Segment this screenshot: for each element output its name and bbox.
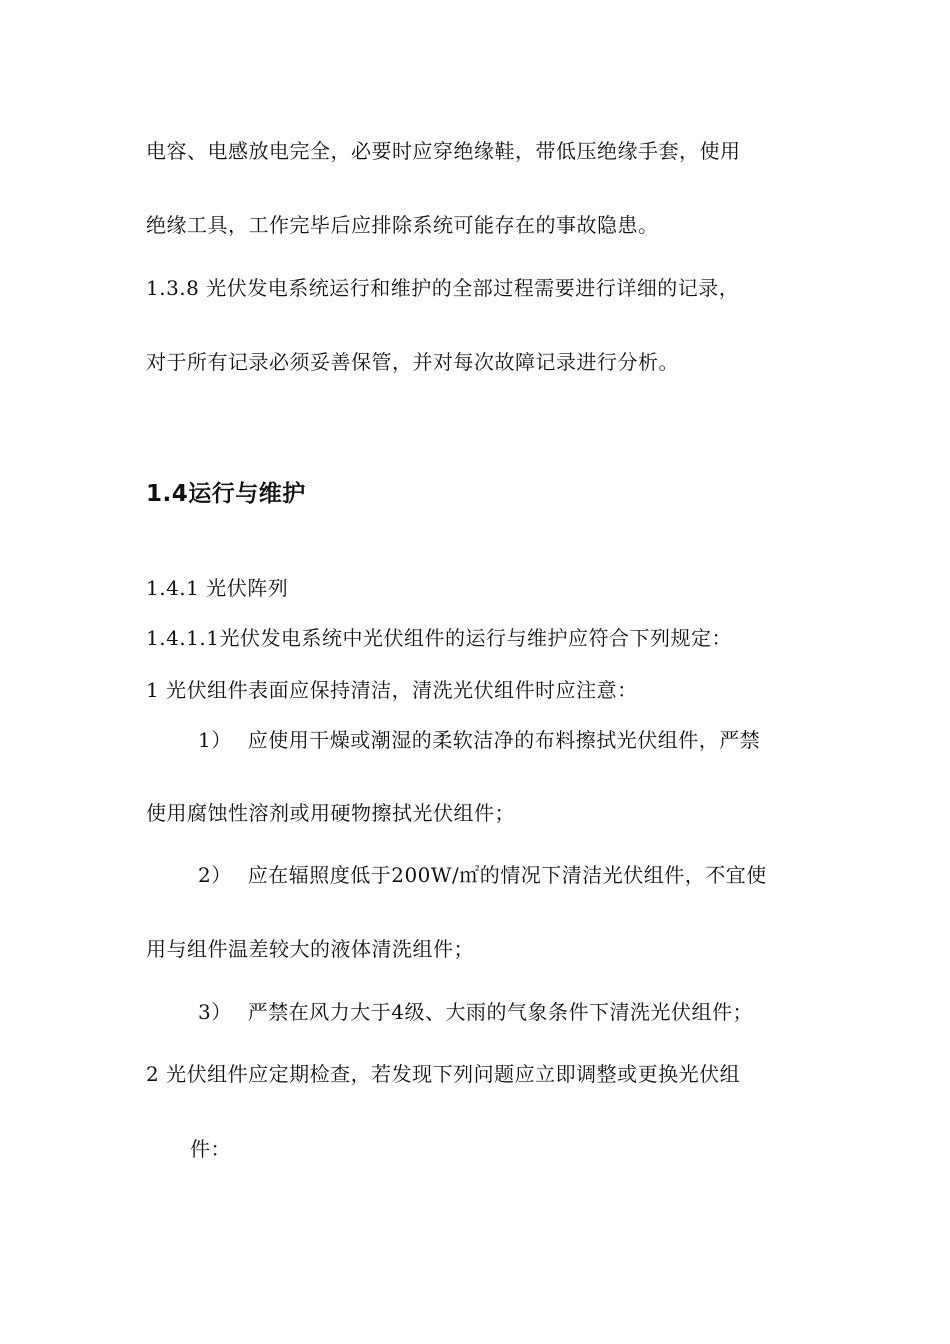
sub-item-1 — [198, 726, 760, 754]
sub-item-text: 严禁在风力大于4级、大雨的气象条件下清洗光伏组件； — [247, 1000, 753, 1024]
sub-item-number: 3） — [198, 1000, 232, 1024]
sub-item-3 — [198, 998, 753, 1026]
clause-1-3-8-line: 1.3.8 光伏发电系统运行和维护的全部过程需要进行详细的记录， — [146, 276, 740, 300]
subsection-heading: 1.4.1 光伏阵列 — [146, 576, 289, 600]
paragraph-line: 绝缘工具，工作完毕后应排除系统可能存在的事故隐患。 — [146, 213, 659, 237]
sub-item-text: 应使用干燥或潮湿的柔软洁净的布料擦拭光伏组件，严禁 — [247, 728, 761, 752]
paragraph-line: 对于所有记录必须妥善保管，并对每次故障记录进行分析。 — [146, 350, 679, 374]
list-item-2-continuation: 件： — [190, 1137, 231, 1161]
sub-item-2-continuation: 用与组件温差较大的液体清洗组件； — [146, 937, 474, 961]
clause-1-4-1-1: 1.4.1.1光伏发电系统中光伏组件的运行与维护应符合下列规定： — [146, 626, 732, 650]
sub-item-number: 2） — [198, 863, 232, 887]
sub-item-2 — [198, 861, 767, 889]
section-heading: 1.4运行与维护 — [146, 481, 306, 507]
sub-item-text: 应在辐照度低于200W/㎡的情况下清洁光伏组件，不宜使 — [247, 863, 767, 887]
list-item-1: 1 光伏组件表面应保持清洁，清洗光伏组件时应注意： — [146, 678, 638, 702]
sub-item-number: 1） — [198, 728, 232, 752]
paragraph-line: 电容、电感放电完全，必要时应穿绝缘鞋，带低压绝缘手套，使用 — [146, 139, 741, 163]
list-item-2: 2 光伏组件应定期检查，若发现下列问题应立即调整或更换光伏组 — [146, 1062, 741, 1086]
sub-item-1-continuation: 使用腐蚀性溶剂或用硬物擦拭光伏组件； — [146, 801, 515, 825]
